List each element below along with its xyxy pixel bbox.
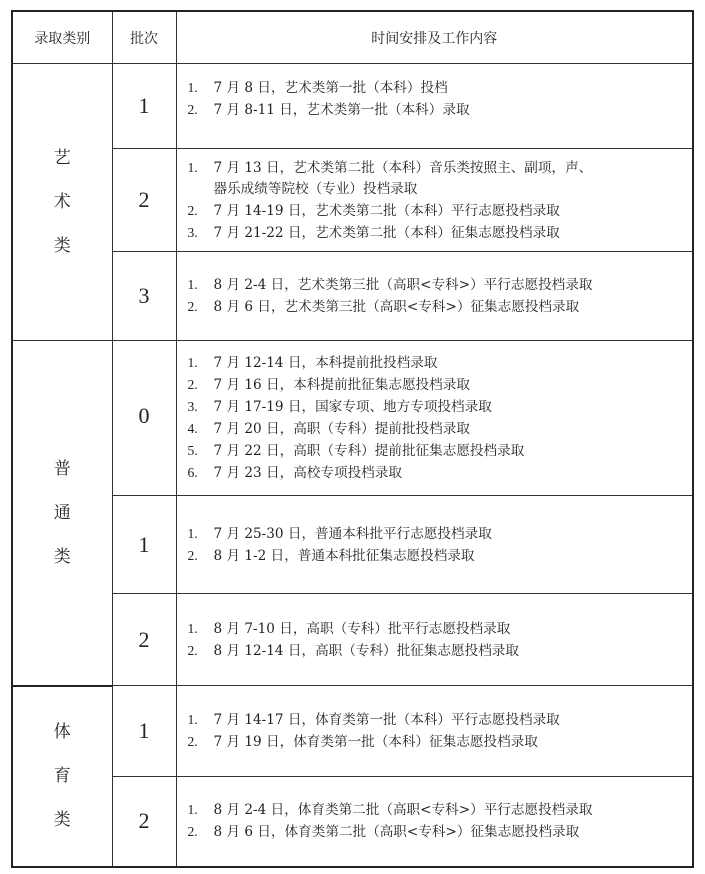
list-item: 1. 7 月 25-30 日，普通本科批平行志愿投档录取 bbox=[187, 525, 492, 542]
batch-cell: 2 bbox=[112, 777, 176, 867]
schedule-cell bbox=[176, 64, 693, 149]
list-item: 5. 7 月 22 日，高职（专科）提前批征集志愿投档录取 bbox=[187, 443, 525, 459]
batch-cell: 1 bbox=[112, 496, 176, 594]
batch-cell: 3 bbox=[112, 252, 176, 341]
list-item: 2. 8 月 12-14 日，高职（专科）批征集志愿投档录取 bbox=[187, 642, 519, 659]
list-item: 1. 8 月 7-10 日，高职（专科）批平行志愿投档录取 bbox=[187, 620, 511, 637]
table-row bbox=[12, 496, 693, 594]
schedule-cell bbox=[176, 686, 693, 777]
header-category: 录取类别 bbox=[12, 11, 112, 64]
list-item: 1. 7 月 14-17 日，体育类第一批（本科）平行志愿投档录取 bbox=[187, 712, 560, 728]
table-row bbox=[12, 686, 693, 777]
list-item: 2. 7 月 14-19 日，艺术类第二批（本科）平行志愿投档录取 bbox=[187, 202, 560, 219]
list-item: 3. 7 月 21-22 日，艺术类第二批（本科）征集志愿投档录取 bbox=[187, 224, 560, 241]
table-row bbox=[12, 149, 693, 252]
list-item: 4. 7 月 20 日，高职（专科）提前批投档录取 bbox=[187, 421, 470, 437]
list-item: 1. 7 月 13 日，艺术类第二批（本科）音乐类按照主、副项，声、 bbox=[187, 159, 593, 176]
list-item: 1. 8 月 2-4 日，艺术类第三批（高职<专科>）平行志愿投档录取 bbox=[187, 277, 593, 293]
table-row bbox=[12, 252, 693, 341]
batch-cell: 0 bbox=[112, 341, 176, 496]
list-item: 1. 7 月 12-14 日，本科提前批投档录取 bbox=[187, 355, 438, 371]
list-item: 6. 7 月 23 日，高校专项投档录取 bbox=[187, 465, 402, 481]
list-item: 1. 8 月 2-4 日，体育类第二批（高职<专科>）平行志愿投档录取 bbox=[187, 802, 593, 819]
list-item: 2. 8 月 1-2 日，普通本科批征集志愿投档录取 bbox=[187, 547, 475, 564]
list-item-continuation: 器乐成绩等院校（专业）投档录取 bbox=[213, 180, 418, 197]
admission-schedule-table bbox=[11, 10, 694, 868]
list-item: 2. 7 月 8-11 日，艺术类第一批（本科）录取 bbox=[187, 102, 470, 118]
table-row bbox=[12, 64, 693, 149]
header-schedule: 时间安排及工作内容 bbox=[176, 11, 693, 64]
batch-cell: 1 bbox=[112, 64, 176, 149]
header-batch: 批次 bbox=[112, 11, 176, 64]
list-item: 1. 7 月 8 日，艺术类第一批（本科）投档 bbox=[187, 80, 448, 96]
schedule-cell bbox=[176, 594, 693, 686]
batch-cell: 2 bbox=[112, 149, 176, 252]
category-cell-sports: 体 育 类 bbox=[12, 686, 112, 867]
batch-cell: 1 bbox=[112, 686, 176, 777]
table-row bbox=[12, 777, 693, 867]
category-cell-art: 艺 术 类 bbox=[12, 64, 112, 341]
schedule-cell bbox=[176, 777, 693, 867]
table-header-row bbox=[12, 11, 693, 64]
table-row bbox=[12, 594, 693, 686]
schedule-cell bbox=[176, 252, 693, 341]
batch-cell: 2 bbox=[112, 594, 176, 686]
list-item: 2. 8 月 6 日，体育类第二批（高职<专科>）征集志愿投档录取 bbox=[187, 824, 580, 841]
schedule-cell bbox=[176, 149, 693, 252]
schedule-cell bbox=[176, 496, 693, 594]
list-item: 2. 7 月 16 日，本科提前批征集志愿投档录取 bbox=[187, 377, 470, 393]
schedule-cell bbox=[176, 341, 693, 496]
list-item: 2. 8 月 6 日，艺术类第三批（高职<专科>）征集志愿投档录取 bbox=[187, 299, 580, 315]
table-row bbox=[12, 341, 693, 496]
list-item: 3. 7 月 17-19 日，国家专项、地方专项投档录取 bbox=[187, 399, 492, 415]
list-item: 2. 7 月 19 日，体育类第一批（本科）征集志愿投档录取 bbox=[187, 734, 538, 750]
category-cell-general: 普 通 类 bbox=[12, 341, 112, 686]
